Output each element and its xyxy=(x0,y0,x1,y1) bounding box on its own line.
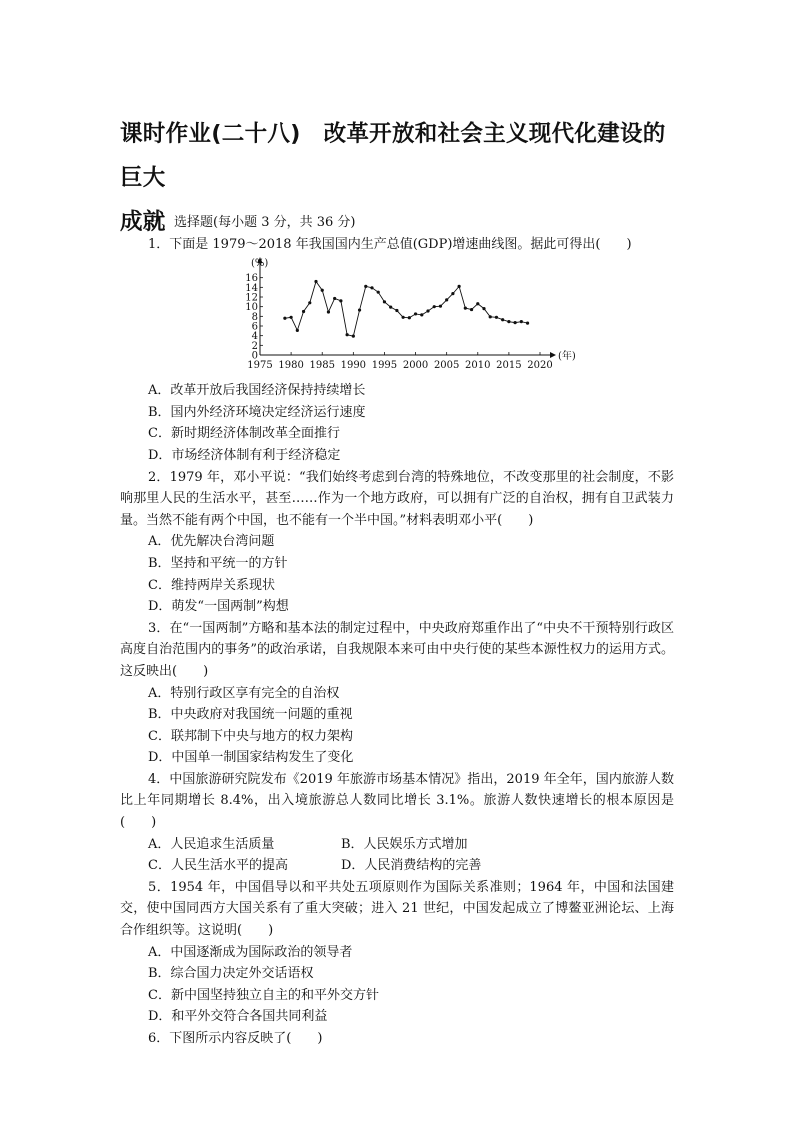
y-tick-label: 14 xyxy=(245,283,258,295)
x-tick-label: 1975 xyxy=(247,360,273,372)
x-tick-label: 1980 xyxy=(278,360,304,372)
gdp-chart xyxy=(120,255,674,380)
data-point xyxy=(290,316,293,319)
data-point xyxy=(414,313,417,316)
data-point xyxy=(389,306,392,309)
data-point xyxy=(339,299,342,302)
data-point xyxy=(395,309,398,312)
option: C．人民生活水平的提高 xyxy=(148,858,288,874)
x-axis-label: (年) xyxy=(558,351,576,363)
x-tick-label: 1985 xyxy=(309,360,335,372)
x-tick-label: 2000 xyxy=(402,360,429,372)
data-point xyxy=(470,308,473,311)
y-tick-label: 8 xyxy=(251,312,258,324)
option: D．中国单一制国家结构发生了变化 xyxy=(148,750,354,766)
x-tick-label: 1995 xyxy=(371,360,398,372)
data-point xyxy=(383,300,386,303)
question-stem: 4．中国旅游研究院发布《2019 年旅游市场基本情况》指出，2019 年全年，国内旅游人数比上年同期增长 8.4%，出入境旅游总人数同比增长 3.1%。旅游人数快速增长的根本原因是( ) xyxy=(120,771,674,831)
y-tick-label: 16 xyxy=(245,273,258,285)
data-point xyxy=(433,305,436,308)
y-axis-label: (%) xyxy=(251,258,269,270)
data-point xyxy=(364,285,367,288)
data-point xyxy=(358,309,361,312)
option: D．人民消费结构的完善 xyxy=(341,858,482,874)
data-point xyxy=(352,335,355,338)
option: A．改革开放后我国经济保持持续增长 xyxy=(148,383,366,399)
data-point xyxy=(420,313,423,316)
data-point xyxy=(314,280,317,283)
x-tick-label: 2015 xyxy=(496,360,522,372)
question-stem: 3．在“一国两制”方略和基本法的制定过程中，中央政府郑重作出了“中央不干预特别行政区高度自治范围内的事务”的政治承诺，自我规限本来可由中央行使的某些本源性权力的运用方式。这反映出( ) xyxy=(120,620,674,679)
y-tick-label: 4 xyxy=(251,331,258,343)
data-point xyxy=(346,333,349,336)
gdp-chart-svg xyxy=(245,256,576,380)
data-point xyxy=(501,318,504,321)
data-point xyxy=(296,329,299,332)
data-point xyxy=(458,285,461,288)
option: D．市场经济体制有利于经济稳定 xyxy=(148,447,341,463)
option: B．坚持和平统一的方针 xyxy=(148,555,288,571)
data-point xyxy=(451,292,454,295)
data-point xyxy=(526,322,529,325)
question-stem: 2．1979 年，邓小平说：“我们始终考虑到台湾的特殊地位，不改变那里的社会制度，不影响那里人民的生活水平，甚至……作为一个地方政府，可以拥有广泛的自治权，拥有自卫武装力量。当然不能有两个中国，也不能有一个半中国。”材料表明邓小平( ) xyxy=(120,469,674,528)
data-point xyxy=(507,320,510,323)
question-stem: 5．1954 年，中国倡导以和平共处五项原则作为国际关系准则；1964 年，中国和法国建交，使中国同西方大国关系有了重大突破；进入 21 世纪，中国发起成立了博鳌亚洲论坛、上海合作组织等。这说明( ) xyxy=(120,879,674,939)
data-point xyxy=(476,302,479,305)
option: C．新时期经济体制改革全面推行 xyxy=(148,426,340,442)
question-stem: 6．下图所示内容反映了( ) xyxy=(148,1031,323,1046)
option-row xyxy=(120,855,674,877)
question-stem: 1．下面是 1979～2018 年我国国内生产总值(GDP)增速曲线图。据此可得出( ) xyxy=(148,236,632,252)
title-line-2: 成就 xyxy=(120,209,166,235)
x-tick-label: 1990 xyxy=(340,360,367,372)
data-point xyxy=(408,316,411,319)
option: B．综合国力决定外交话语权 xyxy=(148,966,314,982)
option: A．特别行政区享有完全的自治权 xyxy=(148,685,340,701)
x-tick-label: 2005 xyxy=(433,360,460,372)
x-tick-label: 2020 xyxy=(527,360,553,372)
data-point xyxy=(464,307,467,310)
data-point xyxy=(321,289,324,292)
data-point xyxy=(489,315,492,318)
data-point xyxy=(283,317,286,320)
data-point xyxy=(370,286,373,289)
x-tick-label: 2010 xyxy=(465,360,491,372)
option: C．新中国坚持独立自主的和平外交方针 xyxy=(148,987,379,1003)
y-tick-label: 6 xyxy=(251,321,258,333)
data-point xyxy=(482,307,485,310)
option-row xyxy=(120,834,674,856)
option: A．中国逐渐成为国际政治的领导者 xyxy=(148,944,353,960)
option: B．人民娱乐方式增加 xyxy=(341,836,468,852)
question-list xyxy=(120,212,674,1050)
title-line-1: 课时作业(二十八) 改革开放和社会主义现代化建设的巨大 xyxy=(120,121,666,191)
data-point xyxy=(377,291,380,294)
data-point xyxy=(302,310,305,313)
y-tick-label: 10 xyxy=(245,302,258,314)
option: B．国内外经济环境决定经济运行速度 xyxy=(148,404,366,420)
data-point xyxy=(426,310,429,313)
section-heading: 一、选择题(每小题 3 分，共 36 分) xyxy=(148,215,356,230)
x-axis-arrow xyxy=(550,352,556,358)
data-point xyxy=(327,311,330,314)
option: B．中央政府对我国统一问题的重视 xyxy=(148,707,353,723)
data-point xyxy=(520,320,523,323)
option: C．维持两岸关系现状 xyxy=(148,577,275,593)
y-tick-label: 0 xyxy=(251,350,258,362)
data-point xyxy=(514,321,517,324)
data-point xyxy=(308,301,311,304)
option: D．和平外交符合各国共同利益 xyxy=(148,1009,328,1025)
data-point xyxy=(402,316,405,319)
option: C．联邦制下中央与地方的权力架构 xyxy=(148,728,353,744)
y-tick-label: 12 xyxy=(245,292,258,304)
data-point xyxy=(495,316,498,319)
y-tick-label: 2 xyxy=(251,341,258,353)
data-point xyxy=(439,305,442,308)
option: A．优先解决台湾问题 xyxy=(148,534,275,550)
data-point xyxy=(333,297,336,300)
option: D．萌发“一国两制”构想 xyxy=(148,599,289,615)
option: A．人民追求生活质量 xyxy=(148,836,275,852)
data-point xyxy=(445,298,448,301)
